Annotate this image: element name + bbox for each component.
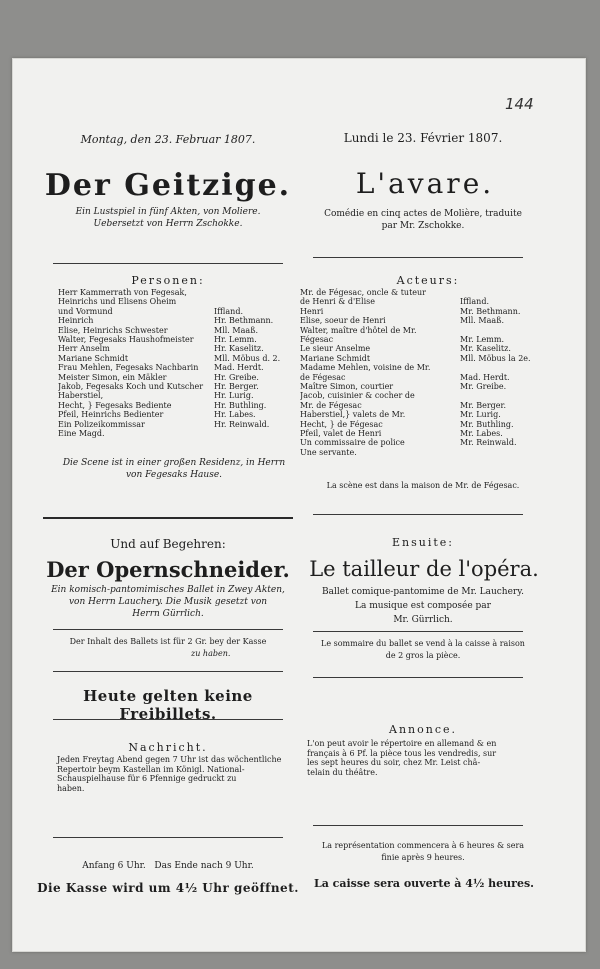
cast-actor: Hr. Greibe. [214,372,259,382]
cast-role: Henri [300,306,324,316]
caisse-open: La caisse sera ouverte à 4½ heures. [313,877,534,890]
cast-actor: Hr. Lemm. [214,335,257,344]
cast-actor: Mr. Buthling. [460,419,514,429]
left-ballet-desc-3: Herrn Gürrlich. [132,609,204,619]
cast-role: Hecht, } de Fégesac [300,419,383,429]
cast-role: Elise, Heinrichs Schwester [58,325,168,335]
cast-role: Haberstiel,} valets de Mr. [300,410,406,420]
cast-actor: Mr. Labes. [460,429,503,438]
cast-actor: Mad. Herdt. [460,372,510,382]
acteurs-heading: Acteurs: [396,274,460,287]
left-date: Montag, den 23. Februar 1807. [80,133,256,146]
cast-actor: Iffland. [460,297,489,307]
cast-role: Eine Magd. [58,429,105,438]
cast-role: Walter, maître d'hôtel de Mr. [300,325,417,335]
cast-role: Mariane Schmidt [300,353,371,363]
cast-actor: Hr. Kaselitz. [214,344,264,354]
nachricht-line: haben. [57,783,85,793]
cast-role: Pfeil, Heinrichs Bedienter [58,410,164,420]
cast-role: Maître Simon, courtier [300,382,394,391]
cast-role: Elise, soeur de Henri [300,316,386,326]
right-date: Lundi le 23. Février 1807. [343,131,503,145]
cast-role: Le sieur Anselme [300,344,371,354]
right-ballet-desc-2: La musique est composée par [355,601,491,611]
cast-role: Ein Polizeikommissar [58,419,145,429]
cast-actor: Hr. Berger. [214,382,259,391]
cast-role: Mariane Schmidt [58,353,129,363]
left-inhalt-2: zu haben. [191,649,231,658]
annonce-line: L'on peut avoir le répertoire en allemand & en [307,739,497,748]
cast-actor: Mr. Lemm. [460,335,504,344]
annonce-heading: Annonce. [389,723,457,736]
cast-role: Jakob, Fegesaks Koch und Kutscher [58,382,204,391]
cast-actor: Mll. Maaß. [214,325,259,335]
cast-actor: Hr. Lurig. [214,391,254,401]
right-rule-4 [313,677,523,678]
cast-actor: Mll. Möbus la 2e. [460,353,531,363]
cast-role: Heinrichs und Elisens Oheim [58,297,177,307]
cast-actor: Hr. Buthling. [214,400,267,410]
ensuite: Ensuite: [392,536,454,549]
left-title: Der Geitzige. [44,168,292,203]
cast-role: Mr. de Fégesac, oncle & tuteur [300,288,427,297]
left-rule-5 [53,719,283,720]
nachricht-line: Repertoir beym Kastellan im Königl. National- [57,764,245,774]
annonce-line: français à 6 Pf. la pièce tous les vendredis, sur [307,748,497,758]
anfang-ende: Anfang 6 Uhr. Das Ende nach 9 Uhr. [82,861,254,871]
left-scene-2: von Fegesaks Hause. [125,470,223,480]
right-rule-5 [313,825,523,826]
left-rule-3 [53,629,283,630]
cast-role: de Henri & d'Elise [300,297,375,307]
folio-number: 144 [505,95,534,113]
cast-role: Un commissaire de police [300,438,405,448]
cast-actor: Mad. Herdt. [214,363,264,373]
cast-role: Frau Mehlen, Fegesaks Nachbarin [58,363,199,373]
right-sommaire-1: Le sommaire du ballet se vend à la caisse à raison [321,639,525,648]
right-ballet-title: Le tailleur de l'opéra. [309,557,539,581]
auf-begehren: Und auf Begehren: [110,537,226,551]
right-representation-1: La représentation commencera à 6 heures & sera [321,841,525,850]
cast-role: Une servante. [300,447,357,457]
left-rule-4 [53,671,283,672]
cast-role: de Fégesac [300,372,346,382]
right-ballet-desc-1: Ballet comique-pantomime de Mr. Lauchery. [322,587,524,597]
annonce-line: les sept heures du soir, chez Mr. Leist châ- [307,758,481,768]
cast-actor: Mr. Bethmann. [460,306,521,316]
cast-role: Herr Kammerrath von Fegesak, [58,288,187,297]
right-title: L'avare. [355,167,495,200]
nachricht-heading: Nachricht. [128,741,208,754]
left-inhalt-1: Der Inhalt des Ballets ist für 2 Gr. bey der Kasse [69,637,267,646]
annonce-body [307,739,547,777]
left-subtitle-1: Ein Lustspiel in fünf Akten, von Moliere. [75,207,261,217]
right-cast-list [300,288,550,458]
cast-role: Haberstiel, [58,391,104,401]
right-representation-2: finie après 9 heures. [381,853,465,862]
cast-role: Herr Anselm [58,344,110,354]
cast-role: Walter, Fegesaks Haushofmeister [58,335,194,344]
cast-role: Jacob, cuisinier & cocher de [300,391,415,401]
right-subtitle-1: Comédie en cinq actes de Molière, traduite [324,209,522,219]
cast-role: Madame Mehlen, voisine de Mr. [300,363,431,373]
cast-role: Mr. de Fégesac [300,400,362,410]
right-rule-3 [313,631,523,632]
cast-actor: Mr. Berger. [460,400,507,410]
right-rule-1 [313,257,523,258]
kasse-open: Die Kasse wird um 4½ Uhr geöffnet. [37,881,299,895]
nachricht-line: Schauspielhause für 6 Pfennige gedruckt zu [57,774,237,784]
cast-role: Pfeil, valet de Henri [300,429,382,438]
cast-actor: Hr. Reinwald. [214,419,270,429]
left-ballet-desc-2: von Herrn Lauchery. Die Musik gesetzt von [68,597,268,607]
cast-actor: Hr. Labes. [214,410,256,420]
right-rule-2 [313,514,523,515]
cast-role: und Vormund [58,306,113,316]
right-ballet-desc-3: Mr. Gürrlich. [393,615,453,625]
left-rule-1 [53,263,283,264]
cast-actor: Mr. Reinwald. [460,438,517,448]
nachricht-line: Jeden Freytag Abend gegen 7 Uhr ist das wöchentliche [57,755,282,764]
right-sommaire-2: de 2 gros la pièce. [385,651,461,660]
cast-actor: Mr. Greibe. [460,382,507,391]
left-subtitle-2: Uebersetzt von Herrn Zschokke. [93,219,243,229]
cast-actor: Mll. Möbus d. 2. [214,353,281,363]
cast-actor: Mr. Lurig. [460,410,501,420]
playbill-sheet [12,58,586,952]
cast-actor: Mll. Maaß. [460,316,505,326]
right-subtitle-2: par Mr. Zschokke. [381,221,465,231]
right-scene: La scène est dans la maison de Mr. de Fégesac. [326,481,520,490]
left-rule-6 [53,837,283,838]
personen-heading: Personen: [131,274,205,287]
cast-actor: Iffland. [214,306,243,316]
cast-role: Hecht, } Fegesaks Bediente [58,400,172,410]
left-ballet-desc-1: Ein komisch-pantomimisches Ballet in Zwey Akten, [51,585,285,595]
cast-role: Heinrich [58,316,94,326]
nachricht-body [57,755,297,793]
cast-actor: Mr. Kaselitz. [460,344,511,354]
left-ballet-title: Der Opernschneider. [46,557,290,582]
freibillets: Heute gelten keine Freibillets. [83,687,253,723]
cast-actor: Hr. Bethmann. [214,316,274,326]
left-cast-list [58,288,298,448]
cast-role: Meister Simon, ein Mäkler [58,372,167,382]
cast-role: Fégesac [300,335,334,344]
left-scene-1: Die Scene ist in einer großen Residenz, in Herrn [62,458,286,468]
annonce-line: telain du théâtre. [307,767,378,777]
left-rule-2 [43,517,293,519]
